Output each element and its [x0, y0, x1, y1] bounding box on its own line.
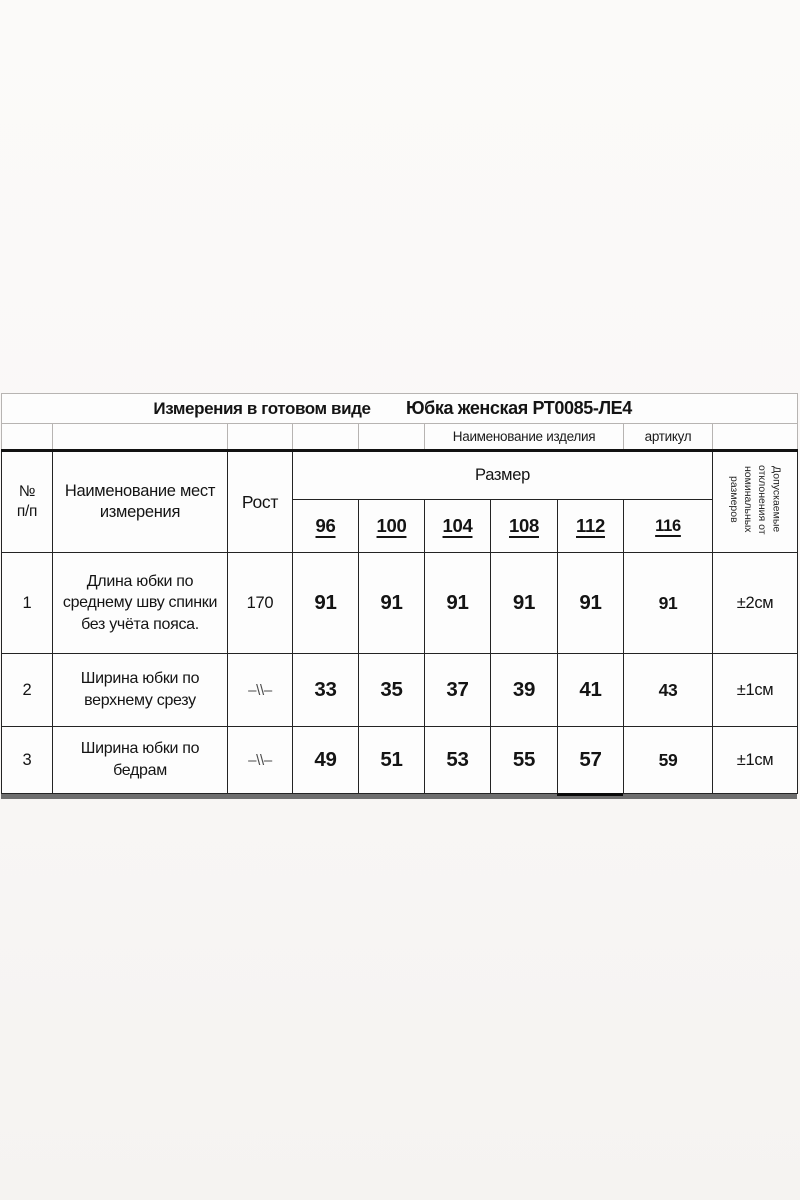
size-value: 100	[376, 515, 407, 536]
tolerance-header-cell	[713, 451, 798, 553]
selected-cell: 57	[558, 727, 624, 794]
size-value-cell: 43	[624, 654, 713, 727]
spacer-cell	[293, 424, 359, 451]
row-number-cell: 1	[2, 553, 53, 654]
measurement-name-cell: Ширина юбки по бедрам	[53, 727, 228, 794]
title-cell	[2, 394, 798, 424]
measurement-name-cell: Длина юбки по среднему шву спинки без учёта пояса.	[53, 553, 228, 654]
product-title: Юбка женская РТ0085-ЛЕ4	[406, 398, 632, 418]
size-value-cell: 91	[425, 553, 491, 654]
height-value-cell: 170	[228, 553, 293, 654]
size-value-cell: 91	[359, 553, 425, 654]
height-value-cell: –\\–	[228, 654, 293, 727]
tolerance-line: отклонения от	[756, 464, 769, 535]
product-name-label: Наименование изделия	[425, 424, 624, 451]
size-value-cell: 33	[293, 654, 359, 727]
size-value-cell: 37	[425, 654, 491, 727]
table-bottom-shadow	[1, 794, 797, 799]
header-row-top	[2, 451, 798, 500]
size-value: 112	[576, 515, 605, 536]
size-value-cell: 55	[491, 727, 558, 794]
size-value: 108	[509, 515, 539, 536]
size-value-cell: 39	[491, 654, 558, 727]
size-value-cell: 91	[558, 553, 624, 654]
spacer-cell	[713, 424, 798, 451]
tolerance-value-cell: ±1см	[713, 654, 798, 727]
size-column-header	[425, 500, 491, 553]
article-label: артикул	[624, 424, 713, 451]
size-value: 96	[315, 515, 336, 536]
number-header-line2: п/п	[16, 503, 38, 520]
table-row	[2, 654, 798, 727]
size-value-cell: 91	[293, 553, 359, 654]
size-value-cell: 41	[558, 654, 624, 727]
tolerance-line: размеров	[727, 476, 740, 523]
size-column-header	[558, 500, 624, 553]
row-number-cell: 3	[2, 727, 53, 794]
measurements-table	[1, 393, 798, 794]
spacer-cell	[359, 424, 425, 451]
size-column-header	[293, 500, 359, 553]
table-row	[2, 553, 798, 654]
size-column-header	[359, 500, 425, 553]
active-cell-bottom-border	[557, 793, 623, 796]
tolerance-header-rotated-text	[727, 465, 784, 535]
size-value-cell: 59	[624, 727, 713, 794]
size-value: 104	[442, 515, 473, 536]
tolerance-line: номинальных	[742, 466, 755, 533]
spacer-cell	[2, 424, 53, 451]
number-header-line1: №	[18, 482, 36, 500]
size-value-cell: 91	[624, 553, 713, 654]
size-column-header	[624, 500, 713, 553]
spacer-cell	[228, 424, 293, 451]
name-header-cell: Наименование мест измерения	[53, 451, 228, 553]
height-value-cell: –\\–	[228, 727, 293, 794]
size-chart	[1, 393, 797, 799]
size-value-cell: 51	[359, 727, 425, 794]
number-header-cell	[2, 451, 53, 553]
spacer-cell	[53, 424, 228, 451]
labels-row	[2, 424, 798, 451]
size-value: 116	[655, 516, 681, 535]
size-header-cell: Размер	[293, 451, 713, 500]
tolerance-value-cell: ±1см	[713, 727, 798, 794]
measurement-name-cell: Ширина юбки по верхнему срезу	[53, 654, 228, 727]
title-row	[2, 394, 798, 424]
size-value-cell: 35	[359, 654, 425, 727]
measurements-title: Измерения в готовом виде	[153, 398, 371, 418]
size-value-cell: 53	[425, 727, 491, 794]
size-value-cell: 91	[491, 553, 558, 654]
tolerance-value-cell: ±2см	[713, 553, 798, 654]
row-number-cell: 2	[2, 654, 53, 727]
size-value-cell: 49	[293, 727, 359, 794]
table-row	[2, 727, 798, 794]
height-header-cell: Рост	[228, 451, 293, 553]
size-column-header	[491, 500, 558, 553]
tolerance-line: Допускаемые	[770, 466, 783, 533]
